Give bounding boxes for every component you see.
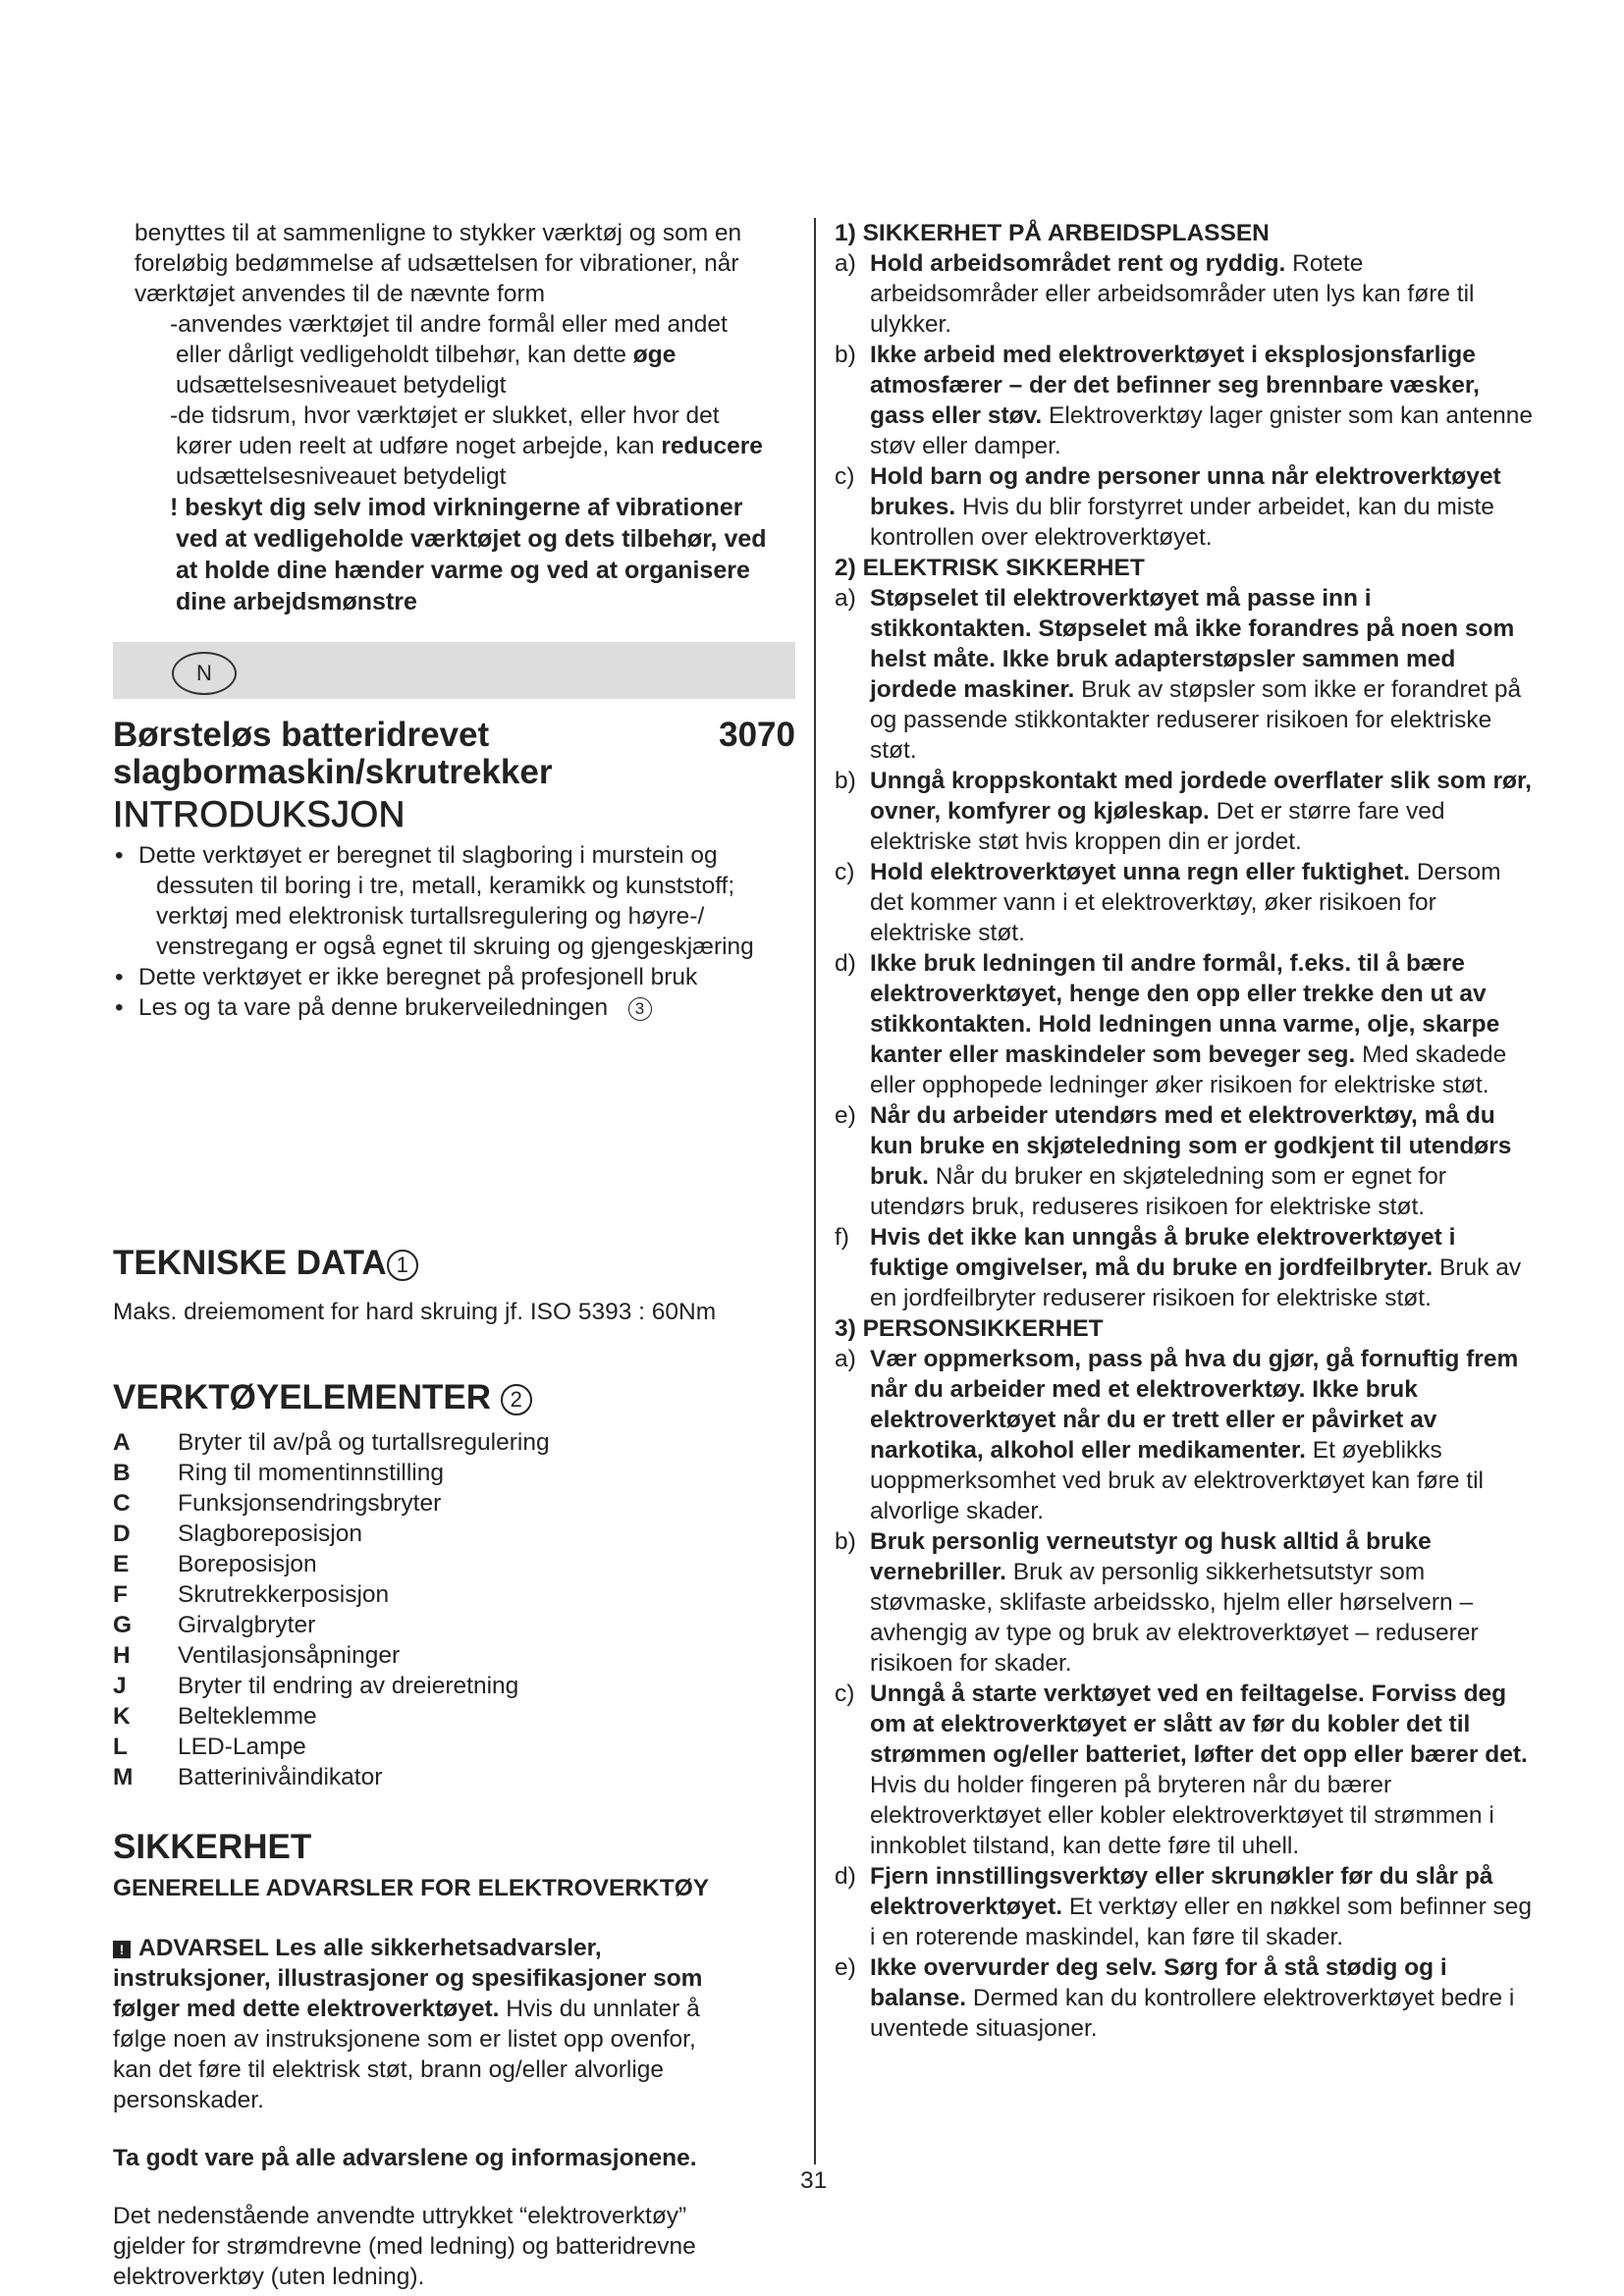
section-heading: 3) PERSONSIKKERHET [835, 1315, 1104, 1342]
part-key: H [113, 1642, 131, 1669]
parts-list [113, 1427, 795, 1792]
language-band [113, 642, 795, 699]
text-line: foreløbig bedømmelse af udsættelsen for vibrationer, når [135, 250, 739, 277]
part-label: Bryter til av/på og turtallsregulering [178, 1429, 550, 1456]
text-line: udsættelsesniveauet betydeligt [176, 372, 507, 399]
safety-subheading: GENERELLE ADVARSLER FOR ELEKTROVERKTØY [113, 1875, 710, 1901]
safety-heading: SIKKERHET [113, 1828, 312, 1866]
rule-item: f) Hvis det ikke kan unngås å bruke elektroverktøyet i fuktige omgivelser, må du bruke en jordfeilbryter. Bruk av en jordfeilbryter reduserer risikoen for elektriske støt. [835, 1224, 1522, 1311]
part-key: G [113, 1612, 133, 1638]
text-line: -de tidsrum, hvor værktøjet er slukket, eller hvor det [170, 402, 720, 429]
part-key: L [113, 1734, 128, 1760]
figure-ref-3: 3 [628, 997, 652, 1021]
part-key: K [113, 1703, 131, 1730]
warning-icon: ! [113, 1941, 131, 1958]
language-badge: N [172, 652, 237, 695]
part-label: Skrutrekkerposisjon [178, 1581, 390, 1608]
part-key: F [113, 1581, 128, 1608]
rule-item: e) Ikke overvurder deg selv. Sørg for å stå stødig og i balanse. Dermed kan du kontrollere elektroverktøyet bedre i uventede situasjoner. [835, 1954, 1515, 2042]
list-item: • Dette verktøyet er beregnet til slagboring i murstein og dessuten til boring i tre, metall, keramikk og kunststoff; verktøj med elektronisk turtallsregulering og høyre-/ venstregang er også egnet til skruing og gjengeskjæring [115, 842, 754, 960]
left-column [113, 218, 795, 2290]
page-number: 31 [800, 2167, 828, 2194]
intro-continuation [113, 218, 795, 617]
part-label: Belteklemme [178, 1703, 317, 1730]
part-label: Boreposisjon [178, 1551, 317, 1577]
elements-heading: VERKTØYELEMENTER 2 [113, 1378, 795, 1417]
title-line1: Børsteløs batteridrevet 3070 [113, 716, 795, 754]
figure-ref-2: 2 [501, 1384, 532, 1415]
tech-text: Maks. dreiemoment for hard skruing jf. ISO 5393 : 60Nm [113, 1299, 717, 1325]
warning-paragraph: ! ADVARSEL Les alle sikkerhetsadvarsler, instruksjoner, illustrasjoner og spesifikasjoner som følger med dette elektroverktøyet. Hvis du unnlater å følge noen av instruksjonene som er listet opp ovenfor, kan det føre til elektrisk støt, brann og/eller alvorlige personskader. [113, 1935, 703, 2113]
protect-line: ! beskyt dig selv imod virkningerne af vibrationer [170, 494, 743, 521]
part-key: C [113, 1490, 131, 1517]
list-item: • Les og ta vare på denne brukerveiledningen 3 [113, 992, 795, 1023]
part-label: Funksjonsendringsbryter [178, 1490, 442, 1517]
elements-section [113, 1378, 795, 1792]
text-line: eller dårligt vedligeholdt tilbehør, kan dette øge [176, 342, 677, 368]
term-definition: Det nedenstående anvendte uttrykket “elektroverktøy” gjelder for strømdrevne (med ledning) og batteridrevne elektroverktøy (uten ledning). [113, 2203, 696, 2290]
text-line: kører uden reelt at udføre noget arbejde, kan reducere [176, 433, 763, 459]
rule-item: c) Unngå å starte verktøyet ved en feiltagelse. Forviss deg om at elektroverktøyet er slått av før du kobler det til strømmen og/eller batteriet, løfter det opp eller bærer det. Hvis du holder fingeren på bryteren når du bærer elektroverktøyet eller kobler elektroverktøyet til strømmen i innkoblet tilstand, kan dette føre til uhell. [835, 1681, 1528, 1859]
section-heading: 1) SIKKERHET PÅ ARBEIDSPLASSEN [835, 220, 1270, 246]
part-label: Girvalgbryter [178, 1612, 316, 1638]
part-label: Batterinivåindikator [178, 1764, 383, 1790]
rule-item: a) Vær oppmerksom, pass på hva du gjør, gå fornuftig frem når du arbeider med et elektroverktøy. Ikke bruk elektroverktøyet når du er trett eller er påvirket av narkotika, alkohol eller medikamenter. Et øyeblikks uoppmerksomhet ved bruk av elektroverktøyet kan føre til alvorlige skader. [835, 1346, 1519, 1524]
model-number: 3070 [719, 716, 795, 754]
intro-section [113, 795, 795, 1023]
part-label: Slagboreposisjon [178, 1521, 362, 1547]
tech-section [113, 1244, 795, 1327]
intro-heading: INTRODUKSJON [113, 794, 406, 834]
text-line: værktøjet anvendes til de nævnte form [135, 281, 546, 307]
list-item: • Dette verktøyet er ikke beregnet på profesjonell bruk [115, 964, 698, 990]
text-line: udsættelsesniveauet betydeligt [176, 463, 507, 490]
rule-item: a) Støpselet til elektroverktøyet må passe inn i stikkontakten. Støpselet må ikke forandres på noen som helst måte. Ikke bruk adapterstøpsler sammen med jordede maskiner. Bruk av støpsler som ikke er forandret på og passende stikkontakter reduserer risikoen for elektriske støt. [835, 585, 1522, 764]
rule-item: c) Hold elektroverktøyet unna regn eller fuktighet. Dersom det kommer vann i et elektroverktøy, øker risikoen for elektriske støt. [835, 859, 1501, 946]
rule-item: d) Fjern innstillingsverktøy eller skrunøkler før du slår på elektroverktøyet. Et verktøy eller en nøkkel som befinner seg i en roterende maskindel, kan føre til skader. [835, 1863, 1533, 1950]
part-key: D [113, 1521, 131, 1547]
rule-item: e) Når du arbeider utendørs med et elektroverktøy, må du kun bruke en skjøteledning som er godkjent til utendørs bruk. Når du bruker en skjøteledning som er egnet for utendørs bruk, reduseres risikoen for elektriske støt. [835, 1102, 1512, 1220]
section-heading: 2) ELEKTRISK SIKKERHET [835, 555, 1145, 581]
part-key: M [113, 1764, 134, 1790]
figure-ref-1: 1 [387, 1250, 418, 1281]
tech-heading: TEKNISKE DATA 1 [113, 1244, 795, 1283]
part-label: Ring til momentinnstilling [178, 1460, 444, 1486]
part-key: E [113, 1551, 130, 1577]
protect-line: at holde dine hænder varme og ved at organisere [176, 557, 750, 584]
part-label: LED-Lampe [178, 1734, 306, 1760]
title-line2: slagbormaskin/skrutrekker [113, 753, 553, 791]
rule-item: b) Bruk personlig verneutstyr og husk alltid å bruke vernebriller. Bruk av personlig sikkerhetsutstyr som støvmaske, sklifaste arbeidssko, hjelm eller hørselvern – avhengig av type og bruk av elektroverktøyet – reduserer risikoen for skader. [835, 1528, 1479, 1677]
rule-item: a) Hold arbeidsområdet rent og ryddig. Rotete arbeidsområder eller arbeidsområder uten lys kan føre til ulykker. [835, 250, 1475, 338]
product-title [113, 717, 795, 791]
right-column [835, 218, 1534, 2044]
rule-item: b) Ikke arbeid med elektroverktøyet i eksplosjonsfarlige atmosfærer – der det befinner seg brennbare væsker, gass eller støv. Elektroverktøy lager gnister som kan antenne støv eller damper. [835, 342, 1533, 459]
rule-item: d) Ikke bruk ledningen til andre formål, f.eks. til å bære elektroverktøyet, henge den opp eller trekke den ut av stikkontakten. Hold ledningen unna varme, olje, skarpe kanter eller maskindeler som beveger seg. Med skadede eller opphopede ledninger øker risikoen for elektriske støt. [835, 950, 1507, 1098]
intro-bullets [113, 840, 795, 1023]
rule-item: c) Hold barn og andre personer unna når elektroverktøyet brukes. Hvis du blir forstyrret under arbeidet, kan du miste kontrollen over elektroverktøyet. [835, 463, 1501, 551]
text-line: -anvendes værktøjet til andre formål eller med andet [170, 311, 728, 338]
part-label: Ventilasjonsåpninger [178, 1642, 401, 1669]
part-key: J [113, 1673, 127, 1699]
rule-item: b) Unngå kroppskontakt med jordede overflater slik som rør, ovner, komfyrer og kjøleskap. Det er større fare ved elektriske støt hvis kroppen din er jordet. [835, 768, 1532, 855]
part-key: B [113, 1460, 131, 1486]
protect-line: ved at vedligeholde værktøjet og dets tilbehør, ved [176, 525, 767, 553]
take-care-note: Ta godt vare på alle advarslene og informasjonene. [113, 2145, 697, 2171]
part-label: Bryter til endring av dreieretning [178, 1673, 519, 1699]
column-divider [814, 218, 816, 2164]
protect-line: dine arbejdsmønstre [176, 588, 417, 615]
safety-section [113, 1828, 795, 2292]
part-key: A [113, 1429, 131, 1456]
text-line: benyttes til at sammenligne to stykker værktøj og som en [135, 220, 742, 246]
